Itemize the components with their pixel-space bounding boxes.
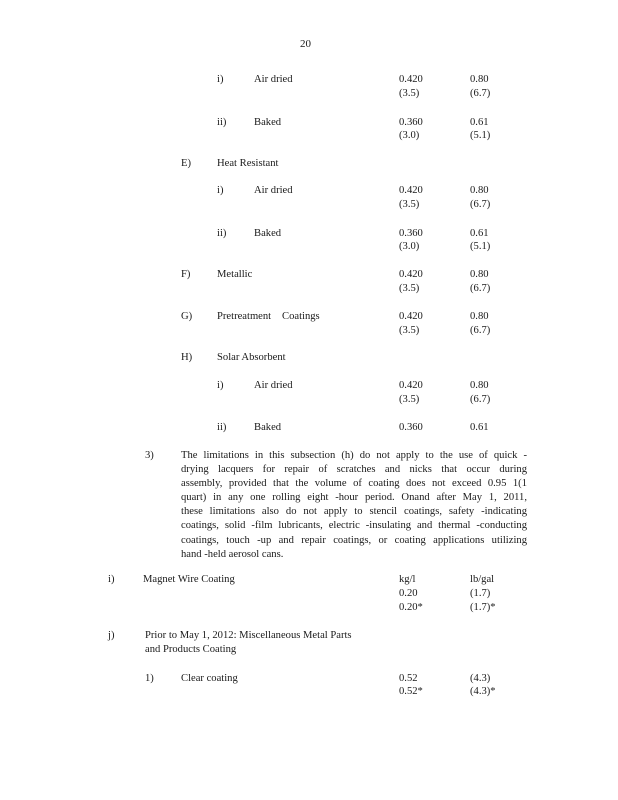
value-lb-per-gal-alt: (5.1) (470, 241, 491, 252)
value-kg-per-l-alt: (3.5) (399, 88, 420, 99)
section-heading: Pretreatment (217, 311, 272, 322)
value-lb-per-gal: (1.7) (470, 588, 491, 599)
paragraph-line: assembly, provided that the volume of coating does not exceed 0.95 1(1 (181, 478, 527, 490)
unit-lb-per-gal: lb/gal (470, 574, 495, 585)
value-lb-per-gal: 0.80 (470, 185, 489, 196)
item-label: Air dried (254, 185, 293, 196)
item-label: Baked (254, 422, 282, 433)
item-label: Baked (254, 228, 282, 239)
section-heading: Solar Absorbent (217, 352, 286, 363)
value-kg-per-l: 0.360 (399, 117, 423, 128)
item-marker: ii) (217, 117, 227, 128)
value-kg-per-l: 0.420 (399, 185, 423, 196)
value-kg-per-l-alt: (3.5) (399, 394, 420, 405)
section-heading: Metallic (217, 269, 253, 280)
section-marker: H) (181, 352, 193, 363)
value-kg-per-l: 0.360 (399, 422, 423, 433)
item-label: Baked (254, 117, 282, 128)
value-kg-per-l-alt: (3.0) (399, 241, 420, 252)
value-kg-per-l: 0.360 (399, 228, 423, 239)
value-lb-per-gal-alt: (1.7)* (470, 602, 496, 613)
section-marker: i) (108, 574, 115, 585)
section-heading-cont: and Products Coating (145, 644, 237, 655)
value-lb-per-gal: 0.80 (470, 269, 489, 280)
item-marker: i) (217, 380, 224, 391)
section-heading: Prior to May 1, 2012: Miscellaneous Metal Parts (145, 630, 352, 641)
paragraph-line: The limitations in this subsection (h) do not apply to the use of quick - (181, 450, 527, 461)
unit-kg-per-l: kg/l (399, 574, 416, 585)
value-lb-per-gal-alt: (6.7) (470, 325, 491, 336)
paragraph-line: drying lacquers for repair of scratches and nicks that occur during (181, 464, 527, 476)
value-kg-per-l: 0.420 (399, 311, 423, 322)
value-lb-per-gal-alt: (6.7) (470, 394, 491, 405)
limitations-paragraph (181, 449, 527, 562)
section-marker: j) (108, 630, 115, 641)
section-marker: G) (181, 311, 193, 322)
item-label: Air dried (254, 74, 293, 85)
item-marker: ii) (217, 422, 227, 433)
value-lb-per-gal-alt: (6.7) (470, 88, 491, 99)
value-lb-per-gal: 0.61 (470, 117, 489, 128)
section-heading-cont: Coatings (282, 311, 320, 322)
value-kg-per-l: 0.20 (399, 588, 418, 599)
value-kg-per-l-alt: (3.5) (399, 283, 420, 294)
paragraph-line: quart) in any one rolling eight -hour period. Onand after May 1, 2011, (181, 492, 527, 504)
value-kg-per-l-alt: (3.5) (399, 325, 420, 336)
paragraph-line: coatings, solid -film lubricants, electric -insulating and thermal -conducting (181, 520, 527, 532)
value-kg-per-l: 0.420 (399, 380, 423, 391)
value-kg-per-l: 0.420 (399, 269, 423, 280)
item-marker: ii) (217, 228, 227, 239)
item-label: Air dried (254, 380, 293, 391)
item-label: Clear coating (181, 673, 238, 684)
item-marker: i) (217, 74, 224, 85)
value-lb-per-gal-alt: (6.7) (470, 283, 491, 294)
section-marker: E) (181, 158, 191, 169)
value-kg-per-l: 0.52 (399, 673, 418, 684)
item-marker: i) (217, 185, 224, 196)
section-heading: Magnet Wire Coating (143, 574, 235, 585)
item-marker: 1) (145, 673, 154, 684)
value-kg-per-l-alt: (3.5) (399, 199, 420, 210)
paragraph-line: hand -held aerosol cans. (181, 548, 284, 560)
section-marker: F) (181, 269, 191, 280)
value-lb-per-gal: (4.3) (470, 673, 491, 684)
value-lb-per-gal-alt: (4.3)* (470, 686, 496, 697)
paragraph-line: these limitations also do not apply to stencil coatings, safety -indicating (181, 506, 527, 518)
value-lb-per-gal: 0.80 (470, 311, 489, 322)
value-kg-per-l: 0.420 (399, 74, 423, 85)
value-lb-per-gal: 0.61 (470, 422, 489, 433)
value-lb-per-gal: 0.80 (470, 380, 489, 391)
value-lb-per-gal-alt: (6.7) (470, 199, 491, 210)
value-lb-per-gal: 0.61 (470, 228, 489, 239)
page-number: 20 (300, 38, 311, 50)
value-kg-per-l-alt: 0.20* (399, 602, 423, 613)
section-heading: Heat Resistant (217, 158, 279, 169)
value-kg-per-l-alt: 0.52* (399, 686, 423, 697)
value-kg-per-l-alt: (3.0) (399, 130, 420, 141)
value-lb-per-gal: 0.80 (470, 74, 489, 85)
paragraph-marker: 3) (145, 450, 154, 461)
paragraph-line: coatings, touch -up and repair coatings, or coating applications utilizing (181, 534, 527, 546)
value-lb-per-gal-alt: (5.1) (470, 130, 491, 141)
